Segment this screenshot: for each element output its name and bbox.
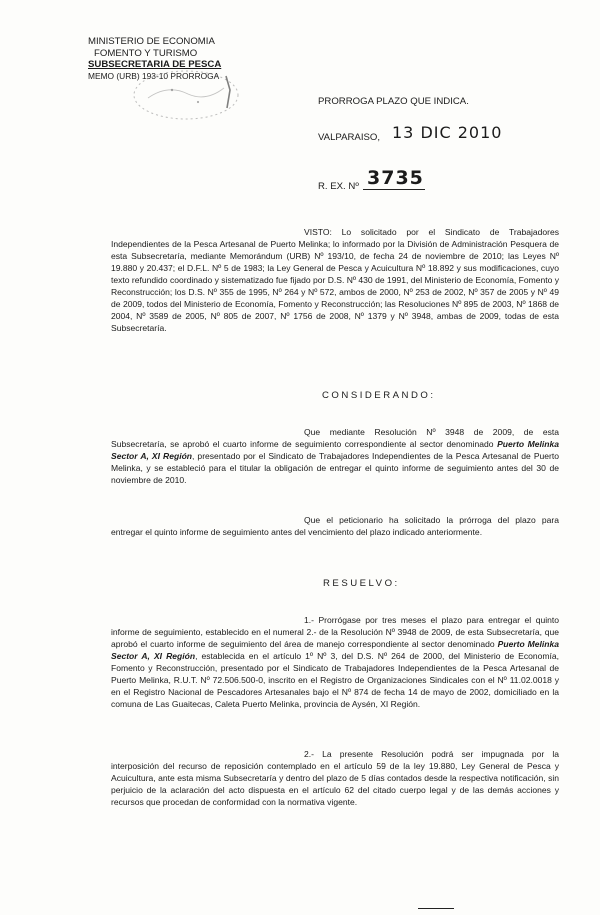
official-seal-stamp [128, 68, 244, 122]
rex-number-underline [363, 189, 425, 190]
subject-line: PRORROGA PLAZO QUE INDICA. [318, 96, 469, 107]
subsecretaria-name: SUBSECRETARIA DE PESCA [88, 59, 222, 71]
visto-label: VISTO: [304, 227, 332, 237]
resuelvo-point-2: 2.- La presente Resolución podrá ser impugnada por la interposición del recurso de reposición contemplado en el artículo 59 de la ley 19.880, Ley General de Pesca y Acuicultura, ante esta misma Subsecretaría y dentro del plazo de 5 días contados desde la respectiva notificación, sin perjuicio de la aclaración del acto dispuesta en el artículo 62 del citado cuerpo legal y de las demás acciones y recursos que procedan de conformidad con la normativa vigente. [111, 749, 559, 808]
sector-name-2: Puerto Melinka Sector A, XI Región [111, 639, 560, 662]
ministry-name: MINISTERIO DE ECONOMIA [88, 36, 215, 47]
considerando-paragraph-2: Que el peticionario ha solicitado la prórroga del plazo para entregar el quinto informe de seguimiento antes del vencimiento del plazo indicado anteriormente. [111, 515, 559, 538]
resolution-number: 3735 [367, 167, 424, 189]
resolution-date: 13 DIC 2010 [392, 123, 503, 142]
resuelvo-heading: RESUELVO: [323, 578, 400, 589]
considerando-paragraph-1: Que mediante Resolución Nº 3948 de 2009, de esta Subsecretaría, se aprobó el cuarto informe de seguimiento correspondiente al sector denominado Puerto Melinka Sector A, XI Región, presentado por el Sindicato de Trabajadores Independientes de la Pesca Artesanal de Puerto Melinka, y se estableció para el titular la obligación de entregar el quinto informe de seguimiento antes del 30 de noviembre de 2010. [111, 427, 560, 486]
page-bottom-mark [418, 908, 454, 909]
rex-label: R. EX. Nº [318, 181, 359, 192]
resuelvo-point-1: 1.- Prorrógase por tres meses el plazo para entregar el quinto informe de seguimiento, establecido en el numeral 2.- de la Resolución Nº 3948 de 2009, de esta Subsecretaría, que aprobó el cuarto informe de seguimiento del área de manejo correspondiente al sector denominado Puerto Melinka Sector A, XI Región, establecida en el artículo 1º Nº 3, del D.S. Nº 264 de 2000, del Ministerio de Economía, Fomento y Reconstrucción, presentado por el Sindicato de Trabajadores Independientes de la Pesca Artesanal de Puerto Melinka, R.U.T. Nº 72.506.500-0, inscrito en el Registro de Organizaciones Sindicales con el Nº 11.02.0018 y en el Registro Nacional de Pescadores Artesanales bajo el Nº 874 de fecha 14 de mayo de 2002, domiciliado en la comuna de Las Guaitecas, Caleta Puerto Melinka, provincia de Aysén, XI Región. [111, 615, 560, 710]
visto-paragraph [111, 226, 559, 334]
visto-text: Lo solicitado por el Sindicato de Trabajadores Independientes de la Pesca Artesanal de Puerto Melinka; lo informado por la División de Administración Pesquera de esta Subsecretaría, mediante Memorándum (URB) Nº 193/10, de fecha 24 de noviembre de 2010; las Leyes Nº 19.880 y 20.437; el D.F.L. Nº 5 de 1983; la Ley General de Pesca y Acuicultura Nº 18.892 y sus modificaciones, cuyo texto refundido coordinado y sistematizado fue fijado por D.S. Nº 430 de 1991, del Ministerio de Economía, Fomento y Reconstrucción; los D.S. Nº 355 de 1995, Nº 264 y Nº 572, ambos de 2000, Nº 253 de 2002, Nº 357 de 2005 y Nº 49 de 2009, todos del Ministerio de Economía, Fomento y Reconstrucción; las Resoluciones Nº 895 de 2003, Nº 1868 de 2004, Nº 3589 de 2005, Nº 805 de 2007, Nº 1756 de 2008, Nº 1379 y Nº 3948, ambas de 2009, todas de esta Subsecretaría. [111, 227, 559, 334]
sector-name-1: Puerto Melinka Sector A, XI Región [111, 439, 560, 462]
place-label: VALPARAISO, [318, 132, 381, 143]
memo-reference: MEMO (URB) 193-10 PRORROGA [88, 70, 220, 81]
ministry-sub: FOMENTO Y TURISMO [94, 47, 198, 59]
considerando-heading: CONSIDERANDO: [322, 390, 436, 401]
